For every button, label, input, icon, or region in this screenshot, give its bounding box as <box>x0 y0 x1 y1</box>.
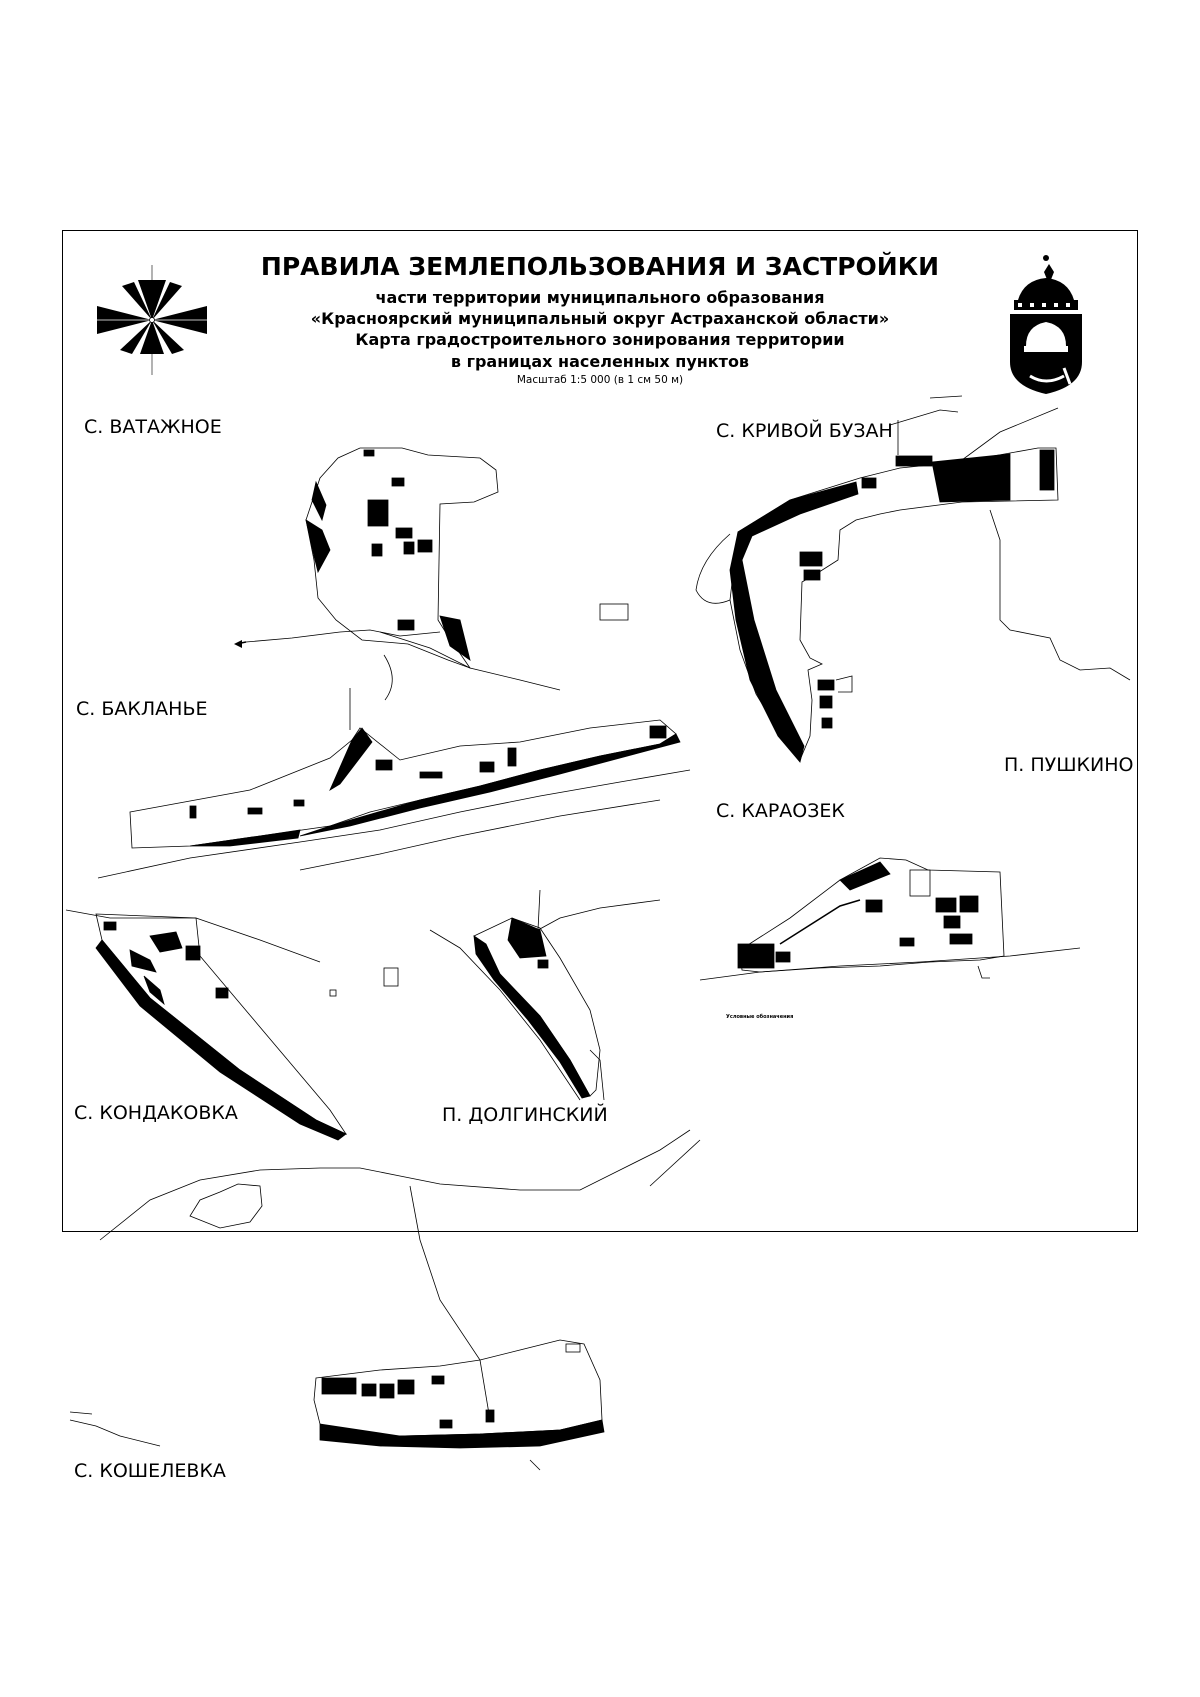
label-krivoy-buzan: С. КРИВОЙ БУЗАН <box>716 420 893 442</box>
settlement-karaozek-map <box>700 858 1080 980</box>
settlement-koshelevka-map <box>70 1186 604 1448</box>
label-dolginsky: П. ДОЛГИНСКИЙ <box>442 1104 608 1126</box>
main-title: ПРАВИЛА ЗЕМЛЕПОЛЬЗОВАНИЯ И ЗАСТРОЙКИ <box>260 252 940 281</box>
legend-heading: Условные обозначения <box>726 1014 794 1020</box>
settlement-krivoy-buzan-map <box>696 396 1130 762</box>
scale-text: Масштаб 1:5 000 (в 1 см 50 м) <box>516 374 684 386</box>
label-karaozek: С. КАРАОЗЕК <box>716 800 845 822</box>
subtitle-line-2: «Красноярский муниципальный округ Астраханской области» <box>310 309 890 328</box>
subtitle-line-1: части территории муниципального образования <box>375 288 825 307</box>
settlement-dolginsky-map <box>430 890 660 1100</box>
map-legend <box>726 1014 866 1026</box>
label-baklanye: С. БАКЛАНЬЕ <box>76 698 208 720</box>
subtitle-line-4: в границах населенных пунктов <box>450 352 750 371</box>
settlement-vatazhnoe-map <box>234 448 628 700</box>
label-pushkino: П. ПУШКИНО <box>1004 754 1134 776</box>
label-koshelevka: С. КОШЕЛЕВКА <box>74 1460 226 1482</box>
subtitle-line-3: Карта градостроительного зонирования территории <box>355 330 845 349</box>
label-vatazhnoe: С. ВАТАЖНОЕ <box>84 416 222 438</box>
coat-of-arms-icon <box>1010 255 1082 394</box>
label-kondakovka: С. КОНДАКОВКА <box>74 1102 238 1124</box>
wind-rose-icon <box>97 265 207 375</box>
